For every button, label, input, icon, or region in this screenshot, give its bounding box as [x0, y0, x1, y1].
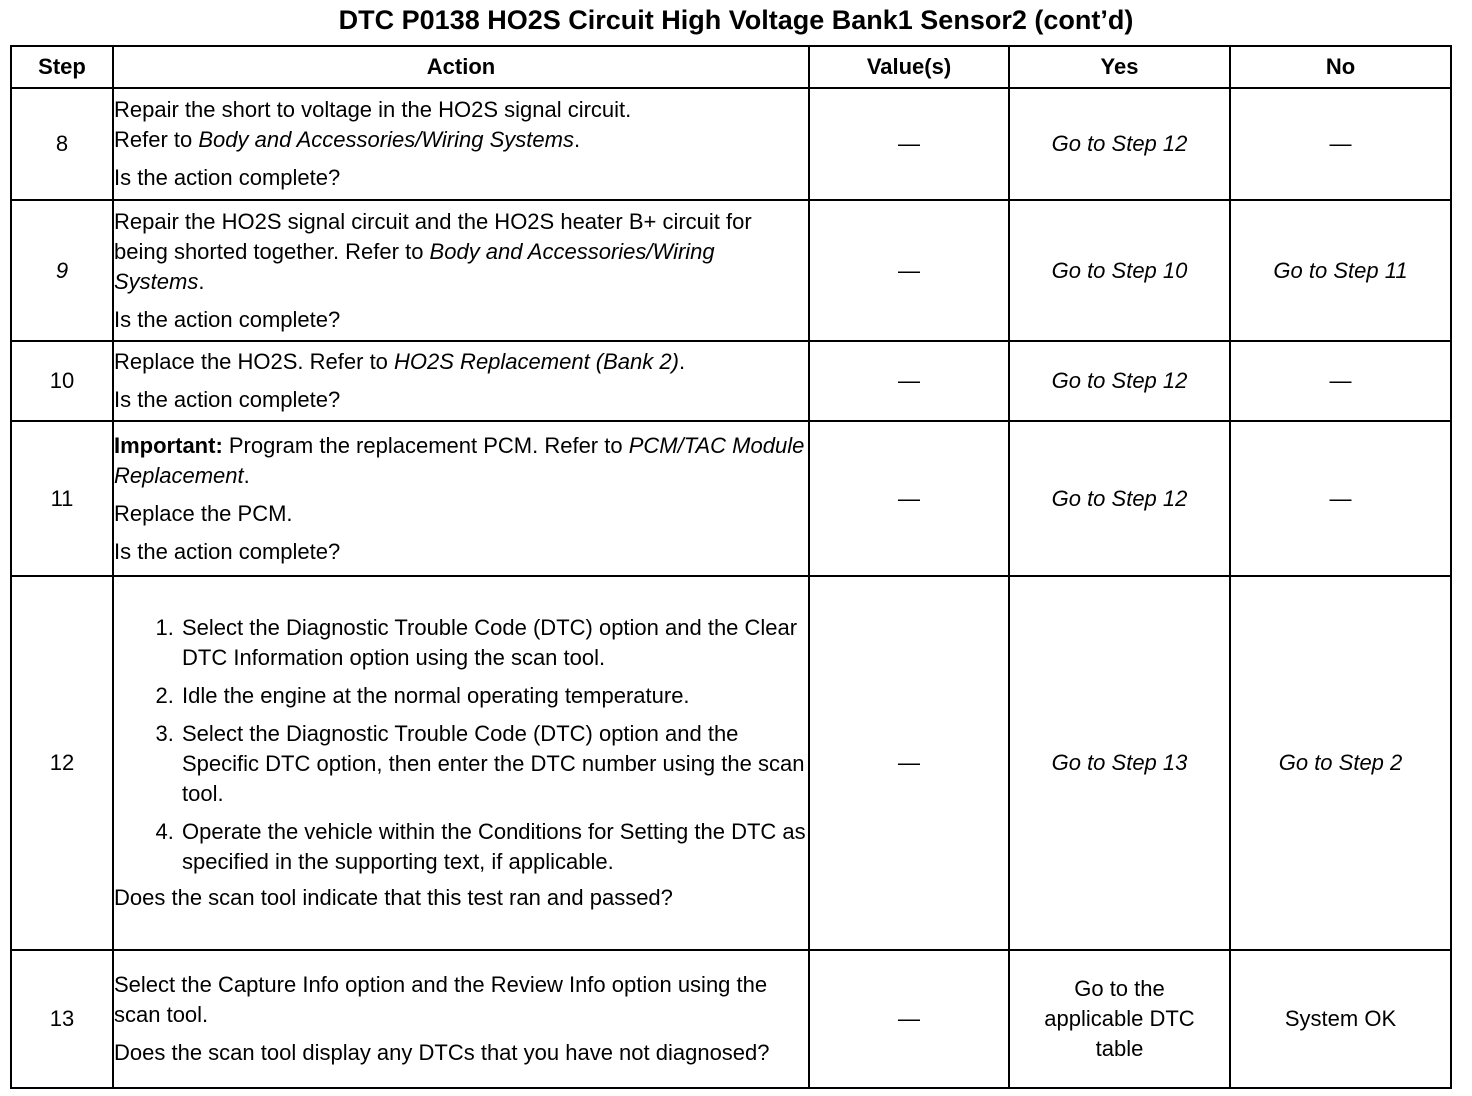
- value-cell: —: [809, 200, 1009, 341]
- value-cell: —: [809, 341, 1009, 421]
- value-cell: —: [809, 950, 1009, 1088]
- step-number: 11: [11, 421, 113, 576]
- action-cell: [113, 341, 809, 421]
- action-text: Select the Capture Info option and the Review Info option using the scan tool.: [114, 972, 768, 1027]
- reference-link: PCM/TAC Module Replacement: [114, 432, 805, 488]
- yes-cell: Go to Step 10: [1009, 200, 1230, 341]
- action-text: Replace the HO2S. Refer to HO2S Replacement (Bank 2).: [114, 349, 686, 374]
- step-number: 13: [11, 950, 113, 1088]
- action-cell: [113, 421, 809, 576]
- step-number: 10: [11, 341, 113, 421]
- header-yes: Yes: [1009, 46, 1230, 88]
- header-no: No: [1230, 46, 1451, 88]
- action-text: Important: Program the replacement PCM. Refer to PCM/TAC Module Replacement.: [114, 432, 805, 488]
- action-question: Does the scan tool indicate that this test ran and passed?: [114, 885, 673, 910]
- step-number: 9: [11, 200, 113, 341]
- action-question: Is the action complete?: [114, 306, 341, 332]
- list-item: 2. Idle the engine at the normal operating temperature.: [180, 681, 808, 711]
- list-item: 1. Select the Diagnostic Trouble Code (DTC) option and the Clear DTC Information option using the scan tool.: [180, 613, 808, 673]
- value-cell: —: [809, 88, 1009, 200]
- list-item: 4. Operate the vehicle within the Conditions for Setting the DTC as specified in the supporting text, if applicable.: [180, 817, 808, 877]
- table-header-row: [11, 46, 1451, 88]
- no-cell: System OK: [1230, 950, 1451, 1088]
- action-cell: [113, 576, 809, 950]
- no-cell: —: [1230, 88, 1451, 200]
- action-text: Repair the HO2S signal circuit and the HO2S heater B+ circuit for being shorted together. Refer to Body and Accessories/Wiring Systems.: [114, 208, 752, 294]
- reference-link: Body and Accessories/Wiring Systems: [114, 238, 715, 294]
- reference-link: Body and Accessories/Wiring Systems: [198, 127, 574, 152]
- action-question: Is the action complete?: [114, 165, 341, 190]
- action-text: Repair the short to voltage in the HO2S signal circuit.: [114, 97, 632, 122]
- table-row-step-10: [11, 341, 1451, 421]
- reference-link: HO2S Replacement (Bank 2): [394, 349, 679, 374]
- action-cell: [113, 88, 809, 200]
- action-reference: Refer to Body and Accessories/Wiring Systems.: [114, 127, 581, 152]
- action-question: Does the scan tool display any DTCs that you have not diagnosed?: [114, 1040, 770, 1065]
- procedure-list: [114, 613, 808, 877]
- action-question: Is the action complete?: [114, 538, 341, 564]
- yes-cell: Go to Step 12: [1009, 88, 1230, 200]
- no-cell: Go to Step 2: [1230, 576, 1451, 950]
- important-label: Important:: [114, 432, 223, 458]
- header-action: Action: [113, 46, 809, 88]
- diagnostic-table: [10, 45, 1452, 1089]
- header-values: Value(s): [809, 46, 1009, 88]
- no-cell: —: [1230, 341, 1451, 421]
- step-number: 12: [11, 576, 113, 950]
- table-row-step-11: [11, 421, 1451, 576]
- action-question: Is the action complete?: [114, 387, 341, 412]
- yes-cell: Go to Step 12: [1009, 341, 1230, 421]
- yes-cell: Go to Step 13: [1009, 576, 1230, 950]
- no-cell: Go to Step 11: [1230, 200, 1451, 341]
- action-cell: [113, 950, 809, 1088]
- header-step: Step: [11, 46, 113, 88]
- action-instruction: Replace the PCM.: [114, 500, 293, 526]
- value-cell: —: [809, 421, 1009, 576]
- table-row-step-8: [11, 88, 1451, 200]
- no-cell: —: [1230, 421, 1451, 576]
- table-row-step-13: [11, 950, 1451, 1088]
- yes-cell: Go to Step 12: [1009, 421, 1230, 576]
- yes-cell: Go to the applicable DTC table: [1009, 950, 1230, 1088]
- list-item: 3. Select the Diagnostic Trouble Code (DTC) option and the Specific DTC option, then enter the DTC number using the scan tool.: [180, 719, 808, 809]
- step-number: 8: [11, 88, 113, 200]
- action-cell: [113, 200, 809, 341]
- table-row-step-12: [11, 576, 1451, 950]
- page-title: DTC P0138 HO2S Circuit High Voltage Bank1 Sensor2 (cont’d): [338, 5, 1134, 35]
- value-cell: —: [809, 576, 1009, 950]
- table-row-step-9: [11, 200, 1451, 341]
